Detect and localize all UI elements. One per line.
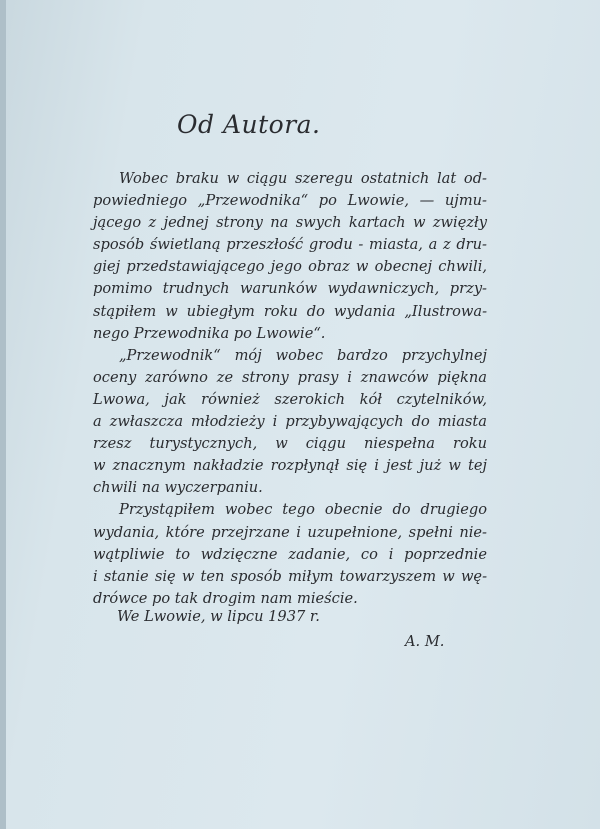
text-line: pomimo trudnych warunków wydawniczych, przy- [93,280,487,298]
text-line: stąpiłem w ubiegłym roku do wydania „Ilustrowa- [93,302,487,320]
text-line: drówce po tak drogim nam mieście. [93,589,358,607]
text-line: i stanie się w ten sposób miłym towarzyszem w wę- [93,567,487,585]
text-line: Przystąpiłem wobec tego obecnie do drugiego [119,501,487,519]
page-edge [0,0,6,829]
text-line: giej przedstawiającego jego obraz w obecnej chwili, [93,258,487,276]
text-line: a zwłaszcza młodzieży i przybywających do miasta [93,413,487,431]
text-line: Wobec braku w ciągu szeregu ostatnich lat od- [119,170,487,187]
text-line: oceny zarówno ze strony prasy i znawców piękna [93,368,487,386]
text-line: sposób świetlaną przeszłość grodu - miasta, a z dru- [93,236,487,254]
page-title: Od Autora. [177,110,321,139]
text-line: jącego z jednej strony na swych kartach w zwięzły [93,214,487,232]
preface-text [93,168,487,610]
text-line: w znacznym nakładzie rozpłynął się i jest już w tej [93,457,487,475]
text-line: nego Przewodnika po Lwowie“. [93,324,326,342]
place-date: We Lwowie, w lipcu 1937 r. [117,608,320,625]
text-line: powiedniego „Przewodnika“ po Lwowie, — ujmu- [93,192,487,210]
text-line: wątpliwie to wdzięczne zadanie, co i poprzednie [93,545,487,563]
text-line: rzesz turystycznych, w ciągu niespełna roku [93,435,487,453]
text-line: Lwowa, jak również szerokich kół czytelników, [93,390,487,408]
signature: A. M. [405,633,445,650]
text-line: „Przewodnik“ mój wobec bardzo przychylnej [119,346,487,364]
text-line: wydania, które przejrzane i uzupełnione, spełni nie- [93,523,487,541]
text-line: chwili na wyczerpaniu. [93,479,263,497]
